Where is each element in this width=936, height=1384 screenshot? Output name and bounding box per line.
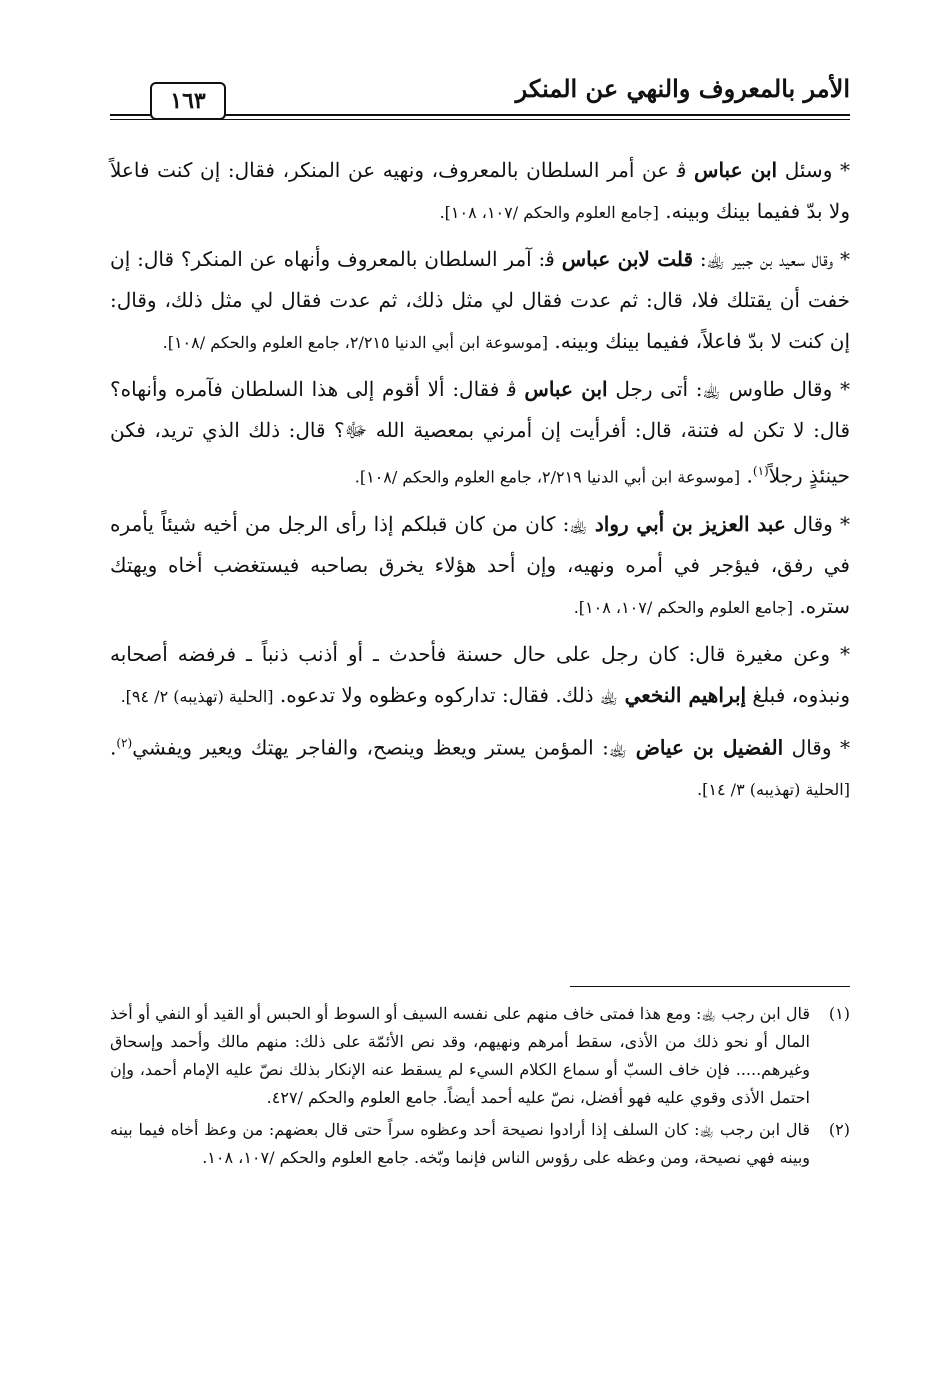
- name-highlight: عبد العزيز بن أبي رواد: [594, 511, 786, 536]
- text-run: * وسئل: [777, 158, 850, 182]
- source-citation: [جامع العلوم والحكم /١٠٧، ١٠٨].: [439, 203, 659, 222]
- footnote-text: قال ابن رجب ﵀: ومع هذا فمتى خاف منهم على نفسه السيف أو السوط أو الحبس أو القيد أو النفي أو أخذ المال أو نحو ذلك من الأذى، سقط أمرهم ونهيهم، وقد نص الأئمّة على ذلك: منهم مالك وأحمد وإسحاق وغيرهم..... فإن خاف السبّ أو سماع الكلام السيء لم يسقط عنه الإنكار بذلك نصّ عليه الإمام أحمد، وإن احتمل الأذى وقوي عليه فهو أفضل، نصّ عليه أحمد أيضاً. جامع العلوم والحكم /٤٢٧.: [110, 1004, 811, 1107]
- text-run: ﵀: المؤمن يستر ويعظ وينصح، والفاجر يهتك ويعير ويفشي: [132, 735, 636, 760]
- source-citation: [موسوعة ابن أبي الدنيا ٢/٢١٩، جامع العلوم والحكم /١٠٨].: [354, 467, 741, 487]
- name-highlight: الفضيل بن عياض: [635, 735, 784, 760]
- text-run: * وعن مغيرة قال: كان رجل على حال حسنة فأحدث ـ أو أذنب ذنباً ـ فرفضه أصحابه ونبذوه، فبلغ: [110, 641, 850, 707]
- name-highlight: ابن عباس: [524, 377, 608, 401]
- paragraph: [110, 504, 850, 628]
- text-run: ﭬ: آمر السلطان بالمعروف وأنهاه عن المنكر؟ قال: إن خفت أن يقتلك فلا، قال: ثم عدت فقال لي مثل ذلك، ثم عدت فقال لي مثل ذلك، وقال: إن كنت لا بدّ فاعلاً، ففيما بينك وبينه.: [110, 247, 850, 353]
- source-citation: [الحلية (تهذيبه) ٣/ ١٤].: [697, 780, 850, 800]
- footnote-ref: (٢): [116, 735, 133, 750]
- page-number: ١٦٣: [150, 82, 226, 120]
- text-run: * وقال طاوس ﵀: أتى رجل: [607, 377, 851, 401]
- text-run: ﵀ ذلك. فقال: تداركوه وعظوه ولا تدعوه.: [273, 682, 625, 707]
- text-run: * وقال سعيد بن جبير ﵀:: [693, 247, 850, 271]
- text-run: ﭬ عن أمر السلطان بالمعروف، ونهيه عن المنكر، فقال: إن كنت فاعلاً ولا بدّ ففيما بينك وبينه.: [110, 158, 850, 223]
- source-citation: [جامع العلوم والحكم /١٠٧، ١٠٨].: [573, 597, 793, 617]
- footnote: [110, 1116, 850, 1172]
- text-run: * وقال: [783, 735, 850, 760]
- footnotes: [110, 1000, 850, 1176]
- name-highlight: إبراهيم النخعي: [624, 682, 747, 707]
- text-run: ﭬ فقال: ألا أقوم إلى هذا السلطان فآمره وأنهاه؟ قال: لا تكن له فتنة، قال: أفرأيت إن أمرني بمعصية الله ﷻ؟ قال: ذلك الذي تريد، فكن حينئذٍ رجلاً: [110, 377, 850, 488]
- running-title: الأمر بالمعروف والنهي عن المنكر: [515, 74, 850, 103]
- name-highlight: ابن عباس: [694, 158, 778, 182]
- page-header: [110, 70, 850, 130]
- main-text: [110, 150, 850, 816]
- paragraph: [110, 369, 850, 498]
- footnote-text: قال ابن رجب ﵀: كان السلف إذا أرادوا نصيحة أحد وعظوه سراً حتى قال بعضهم: من وعظ أخاه فيما بينه وبينه فهي نصيحة، ومن وعظه على رؤوس الناس فإنما وبّخه. جامع العلوم والحكم /١٠٧، ١٠٨.: [110, 1120, 810, 1167]
- name-highlight: قلت لابن عباس: [561, 247, 694, 271]
- footnote-number: (١): [828, 1004, 850, 1023]
- text-run: ﵀: كان من كان قبلكم إذا رأى الرجل من أخيه شيئاً يأمره في رفق، فيؤجر في أمره ونهيه، وإن أحد هؤلاء يخرق بصاحبه فيستغضب أخاه ويهتك ستره.: [110, 511, 850, 618]
- footnote-number: (٢): [828, 1120, 850, 1139]
- paragraph: [110, 723, 850, 811]
- text-run: * وقال: [785, 511, 850, 536]
- footnote: [110, 1000, 850, 1112]
- paragraph: [110, 634, 850, 717]
- paragraph: [110, 239, 850, 363]
- source-citation: [موسوعة ابن أبي الدنيا ٢/٢١٥، جامع العلوم والحكم /١٠٨].: [162, 333, 549, 352]
- paragraph: [110, 150, 850, 233]
- footnote-ref: (١): [752, 464, 769, 478]
- text-run: .: [110, 735, 117, 760]
- text-run: .: [740, 463, 753, 488]
- source-citation: [الحلية (تهذيبه) ٢/ ٩٤].: [120, 686, 274, 706]
- footnote-separator: [570, 986, 850, 987]
